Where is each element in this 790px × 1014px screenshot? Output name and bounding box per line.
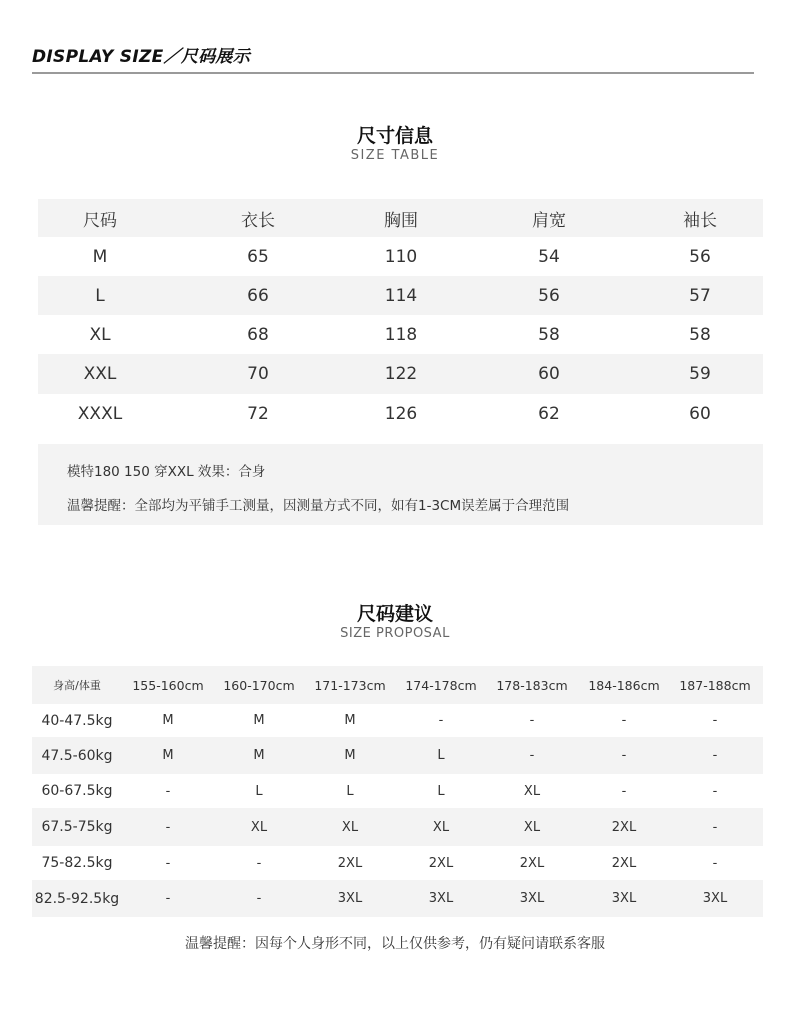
- proposal-header-cell: 187-188cm: [679, 677, 751, 693]
- size-header-chest: 胸围: [384, 210, 418, 231]
- size-cell: L: [346, 783, 354, 799]
- size-cell: -: [621, 748, 627, 763]
- table-row: [38, 394, 763, 434]
- size-table-header-row: [38, 199, 763, 237]
- size-cell: 3XL: [519, 891, 545, 906]
- length-cell: 72: [247, 404, 269, 424]
- measurement-reminder: 温馨提醒：全部均为平铺手工测量，因测量方式不同，如有1-3CM误差属于合理范围: [67, 498, 570, 514]
- weight-cell: 75-82.5kg: [41, 855, 113, 871]
- table-row: [32, 737, 763, 774]
- size-cell: -: [256, 855, 262, 871]
- proposal-subtitle: SIZE PROPOSAL: [340, 626, 450, 641]
- chest-cell: 114: [384, 285, 418, 306]
- size-cell: 2XL: [611, 855, 637, 871]
- chest-cell: 118: [384, 324, 418, 345]
- weight-cell: 67.5-75kg: [41, 819, 113, 835]
- size-cell: XXL: [83, 364, 117, 384]
- length-cell: 68: [247, 324, 269, 345]
- table-row: [38, 354, 763, 394]
- proposal-header-row: [32, 666, 763, 704]
- size-header-length: 衣长: [241, 210, 275, 231]
- shoulder-cell: 62: [538, 404, 560, 424]
- size-cell: XL: [341, 819, 359, 835]
- table-row: [32, 808, 763, 846]
- size-cell: 2XL: [519, 855, 545, 871]
- size-cell: 3XL: [702, 891, 728, 906]
- size-cell: -: [712, 783, 718, 799]
- proposal-header-cell: 身高/体重: [53, 679, 101, 692]
- shoulder-cell: 58: [538, 324, 560, 345]
- sleeve-cell: 60: [689, 404, 711, 424]
- size-table: [38, 199, 763, 434]
- size-cell: L: [95, 285, 105, 306]
- size-cell: -: [256, 891, 262, 906]
- footer-reminder: 温馨提醒：因每个人身形不同，以上仅供参考，仍有疑问请联系客服: [185, 936, 605, 952]
- size-header-sleeve: 袖长: [683, 210, 717, 231]
- size-cell: 3XL: [428, 891, 454, 906]
- size-cell: L: [255, 783, 263, 799]
- proposal-title: 尺码建议: [356, 603, 433, 625]
- weight-cell: 40-47.5kg: [41, 712, 113, 729]
- size-cell: XL: [250, 819, 268, 835]
- size-header-shoulder: 肩宽: [532, 210, 566, 231]
- size-cell: XXXL: [77, 404, 123, 424]
- size-cell: 2XL: [428, 855, 454, 871]
- size-cell: XL: [523, 783, 541, 799]
- size-cell: -: [165, 783, 171, 799]
- table-row: [32, 880, 763, 917]
- size-cell: XL: [432, 819, 450, 835]
- sleeve-cell: 59: [689, 364, 711, 384]
- shoulder-cell: 56: [538, 285, 560, 306]
- chest-cell: 126: [384, 404, 418, 424]
- proposal-header-cell: 184-186cm: [588, 677, 660, 693]
- weight-cell: 82.5-92.5kg: [34, 890, 120, 907]
- size-cell: -: [712, 855, 718, 871]
- proposal-header-cell: 160-170cm: [223, 677, 295, 693]
- size-cell: L: [437, 748, 445, 763]
- table-row: [32, 704, 763, 737]
- sleeve-cell: 58: [689, 324, 711, 345]
- header-divider: [32, 72, 754, 74]
- table-row: [38, 237, 763, 276]
- length-cell: 70: [247, 364, 269, 384]
- page-title: DISPLAY SIZE／尺码展示: [32, 47, 251, 67]
- size-cell: -: [165, 855, 171, 871]
- size-cell: M: [253, 748, 265, 763]
- proposal-table: [32, 666, 763, 917]
- weight-cell: 60-67.5kg: [41, 783, 113, 799]
- chest-cell: 122: [384, 364, 418, 384]
- chest-cell: 110: [384, 246, 418, 267]
- size-notes: [38, 444, 763, 525]
- size-cell: XL: [89, 324, 111, 345]
- shoulder-cell: 54: [538, 246, 560, 267]
- size-cell: -: [438, 713, 444, 728]
- size-cell: 3XL: [611, 891, 637, 906]
- size-header-size: 尺码: [83, 210, 117, 231]
- size-cell: 2XL: [611, 819, 637, 835]
- sleeve-cell: 57: [689, 285, 711, 306]
- size-cell: -: [621, 783, 627, 799]
- size-cell: 3XL: [337, 891, 363, 906]
- size-cell: M: [162, 748, 174, 763]
- table-row: [38, 276, 763, 315]
- length-cell: 66: [247, 285, 269, 306]
- weight-cell: 47.5-60kg: [41, 747, 113, 764]
- size-cell: -: [712, 748, 718, 763]
- size-cell: L: [437, 783, 445, 799]
- size-cell: -: [712, 819, 718, 835]
- proposal-header-cell: 178-183cm: [496, 677, 568, 693]
- size-table-subtitle: SIZE TABLE: [350, 148, 440, 163]
- size-cell: M: [253, 713, 265, 728]
- size-cell: -: [529, 748, 535, 763]
- proposal-header-cell: 155-160cm: [132, 677, 204, 693]
- size-cell: M: [162, 713, 174, 728]
- size-cell: -: [712, 713, 718, 728]
- size-cell: -: [165, 819, 171, 835]
- size-cell: -: [621, 713, 627, 728]
- table-row: [38, 315, 763, 354]
- table-row: [32, 774, 763, 808]
- size-cell: M: [344, 713, 356, 728]
- size-cell: -: [529, 713, 535, 728]
- size-table-title: 尺寸信息: [356, 125, 433, 147]
- model-note: 模特180 150 穿XXL 效果：合身: [67, 464, 266, 480]
- size-cell: -: [165, 891, 171, 906]
- sleeve-cell: 56: [689, 246, 711, 267]
- size-cell: 2XL: [337, 855, 363, 871]
- size-cell: M: [92, 246, 108, 267]
- size-cell: XL: [523, 819, 541, 835]
- size-cell: M: [344, 748, 356, 763]
- proposal-header-cell: 174-178cm: [405, 677, 477, 693]
- proposal-header-cell: 171-173cm: [314, 677, 386, 693]
- shoulder-cell: 60: [538, 364, 560, 384]
- length-cell: 65: [247, 246, 269, 267]
- table-row: [32, 846, 763, 880]
